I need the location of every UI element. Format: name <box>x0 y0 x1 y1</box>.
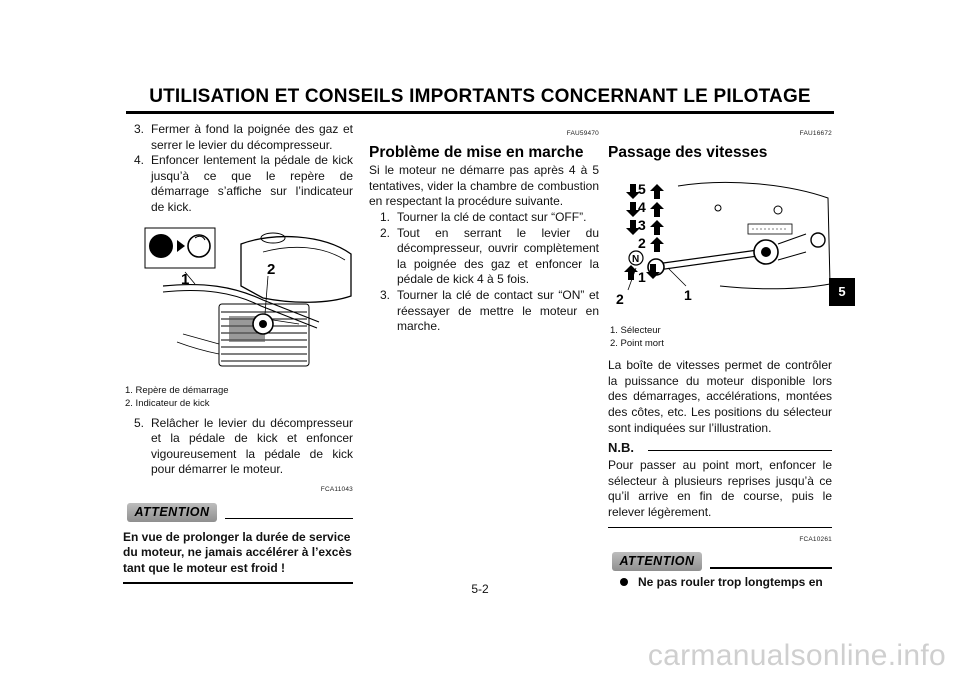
attention-heading <box>608 551 832 573</box>
section-title: Problème de mise en marche <box>369 143 584 161</box>
nb-end-rule <box>608 527 832 528</box>
attention-rule <box>225 518 353 520</box>
reference-code: FAU59470 <box>566 130 599 137</box>
step-text: Tourner la clé de contact sur “OFF”. <box>397 209 587 224</box>
nb-heading <box>608 440 832 458</box>
gear-label-1: 1 <box>638 269 646 286</box>
gear-label-4: 4 <box>638 199 646 216</box>
step-number: 2. <box>380 225 391 240</box>
attention-rule <box>710 567 832 569</box>
reference-code: FAU16672 <box>799 130 832 137</box>
kick-indicator-illustration <box>123 224 353 372</box>
step-number: 3. <box>380 287 391 302</box>
step-5 <box>123 416 353 478</box>
figure-caption-1: 1. Repère de démarrage <box>125 384 229 396</box>
neutral-label: N <box>632 254 640 266</box>
step-number: 4. <box>134 153 145 168</box>
nb-label: N.B. <box>608 440 634 456</box>
figure-label-2: 2 <box>616 291 624 308</box>
chapter-tab: 5 <box>829 278 855 306</box>
step-text: Enfoncer lentement la pédale de kick jusqu’à ce que le repère de démarrage s’affiche sur l’indicateur de kick. <box>151 153 353 214</box>
step-1 <box>369 210 599 226</box>
gear-label-5: 5 <box>638 181 646 198</box>
gearbox-paragraph: La boîte de vitesses permet de contrôler la puissance du moteur disponible lors des démarrages, accélérations, montées des côtes, etc. Les positions du sélecteur sont indiquées sur l’illustration. <box>608 358 832 435</box>
step-3 <box>123 122 353 153</box>
bullet-dot <box>620 578 628 586</box>
column-middle <box>369 122 599 335</box>
nb-text: Pour passer au point mort, enfoncer le sélecteur à plusieurs reprises jusqu’à ce qu’il arrive en fin de course, puis le relever légèrement. <box>608 458 832 519</box>
page-number: 5-2 <box>471 582 489 596</box>
attention-end-rule <box>123 582 353 584</box>
gear-label-3: 3 <box>638 217 646 234</box>
gear-shift-illustration <box>608 164 832 314</box>
section-intro: Si le moteur ne démarre pas après 4 à 5 tentatives, vider la chambre de combustion en respectant la procédure suivante. <box>369 163 599 209</box>
step-text: Relâcher le levier du décompresseur et la pédale de kick et enfoncer vigoureusement la pédale de kick pour démarrer le moteur. <box>151 415 353 477</box>
attention-heading <box>123 502 353 524</box>
gear-label-2: 2 <box>638 235 646 252</box>
reference-code: FCA11043 <box>320 485 353 493</box>
figure-label-1: 1 <box>684 287 692 304</box>
attention-text: En vue de prolonger la durée de service du moteur, ne jamais accélérer à l’excès tant que le moteur est froid ! <box>123 529 352 575</box>
attention-badge: ATTENTION <box>612 552 702 571</box>
step-3 <box>369 288 599 335</box>
step-text: Tourner la clé de contact sur “ON” et réessayer de mettre le moteur en marche. <box>397 287 599 334</box>
step-2 <box>369 226 599 288</box>
figure-caption-2: 2. Indicateur de kick <box>125 397 210 409</box>
step-4 <box>123 153 353 215</box>
step-number: 3. <box>134 122 145 136</box>
attention-bullet <box>608 575 832 591</box>
watermark: carmanualsonline.info <box>647 639 946 672</box>
step-number: 5. <box>134 415 145 430</box>
figure-caption-1: 1. Sélecteur <box>610 325 661 337</box>
figure-caption-2: 2. Point mort <box>610 338 664 350</box>
step-text: Tout en serrant le levier du décompresseur, ouvrir complètement la poignée des gaz et enfoncer la pédale de kick 4 à 5 fois. <box>397 225 599 287</box>
header-rule <box>126 111 834 114</box>
figure-label-2: 2 <box>267 260 276 278</box>
attention-badge: ATTENTION <box>127 503 217 522</box>
section-title: Passage des vitesses <box>608 143 768 161</box>
column-left <box>123 122 353 584</box>
reference-code: FCA10261 <box>799 535 832 543</box>
nb-rule <box>648 450 832 451</box>
step-text: Fermer à fond la poignée des gaz et serrer le levier du décompresseur. <box>151 122 353 152</box>
page-header-title: UTILISATION ET CONSEILS IMPORTANTS CONCERNANT LE PILOTAGE <box>149 86 811 107</box>
step-number: 1. <box>380 209 391 224</box>
bullet-text: Ne pas rouler trop longtemps en <box>638 575 823 590</box>
figure-label-1: 1 <box>181 270 190 288</box>
column-right <box>608 122 832 591</box>
